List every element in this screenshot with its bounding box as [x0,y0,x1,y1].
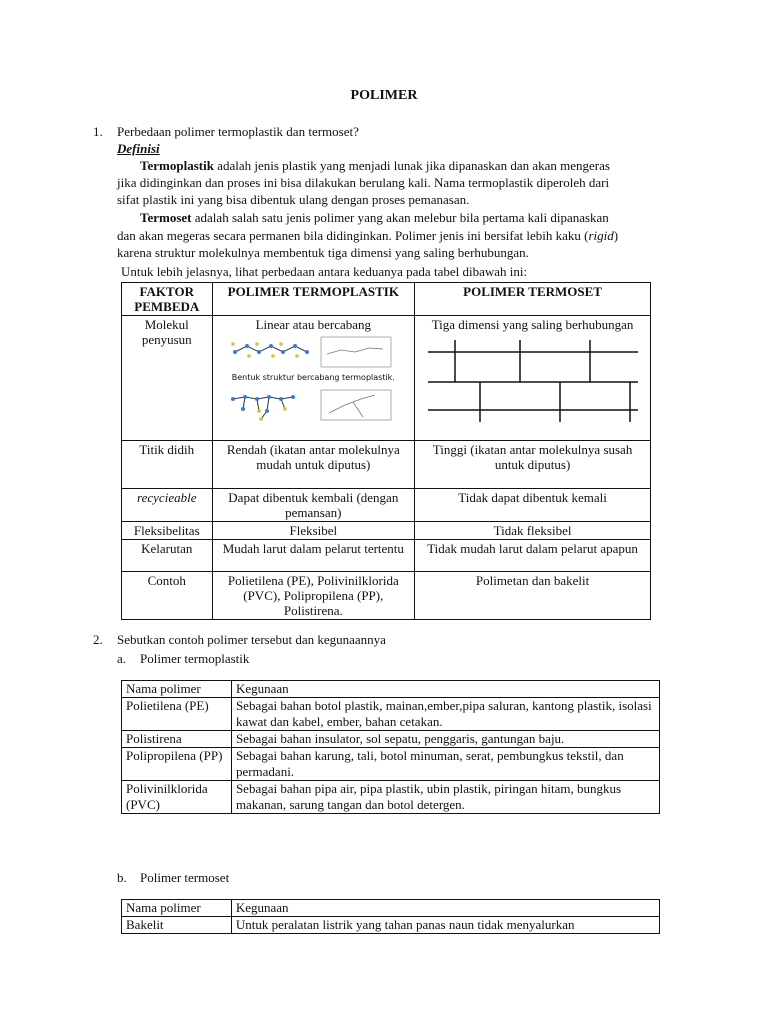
molekul-termoset-text: Tiga dimensi yang saling berhubungan [431,317,634,332]
branched-caption: Bentuk struktur bercabang termoplastik. [231,373,395,382]
termoset-def-text1: adalah salah satu jenis polimer yang akan melebur bila pertama kali dipanaskan [191,210,609,225]
polymer-name: Polipropilena (PP) [122,748,232,781]
contoh-termoplastik: Polietilena (PE), Polivinilklorida (PVC), Polipropilena (PP), Polistirena. [212,572,415,620]
titik-didih-termoset: Tinggi (ikatan antar molekulnya susah untuk diputus) [415,441,651,489]
termoset-def-line2 [117,228,618,244]
termoset-uses-table [121,899,660,934]
header-termoset: POLIMER TERMOSET [415,283,651,316]
termoplastik-uses-table [121,680,660,814]
header-termoplastik: POLIMER TERMOPLASTIK [212,283,415,316]
table-row [122,731,660,748]
fleksibelitas-label: Fleksibelitas [122,522,213,540]
polymer-name: Polivinilklorida (PVC) [122,781,232,814]
molekul-termoplastik-text: Linear atau bercabang [255,317,372,332]
row-molekul [122,316,651,441]
kelarutan-termoplastik: Mudah larut dalam pelarut tertentu [212,540,415,572]
header-faktor: FAKTOR PEMBEDA [122,283,213,316]
titik-didih-termoplastik: Rendah (ikatan antar molekulnya mudah untuk diputus) [212,441,415,489]
table-row [122,698,660,731]
termoset-def-line3: karena struktur molekulnya membentuk tiga dimensi yang saling berhubungan. [117,245,529,260]
termoplastik-uses-header [122,681,660,698]
definisi-label: Definisi [117,141,160,156]
polymer-use: Sebagai bahan botol plastik, mainan,ember,pipa saluran, kantong plastik, isolasi kawat dan kabel, ember, bahan cetakan. [231,698,659,731]
q1-number: 1. [93,124,103,139]
titik-didih-label: Titik didih [122,441,213,489]
table-intro: Untuk lebih jelasnya, lihat perbedaan antara keduanya pada tabel dibawah ini: [121,264,528,279]
termoplastik-def-line2: jika didinginkan dan proses ini bisa dilakukan berulang kali. Nama termoplastik diperoleh dari [117,175,610,190]
q2b-label: Polimer termoset [140,870,230,885]
page-title: POLIMER [350,88,418,103]
row-fleksibelitas [122,522,651,540]
polymer-use: Untuk peralatan listrik yang tahan panas naun tidak menyalurkan [231,917,659,934]
molekul-termoset-cell [415,316,651,441]
q2-question: Sebutkan contoh polimer tersebut dan kegunaannya [117,632,386,647]
termoplastik-def-line1 [140,158,610,174]
q2a-marker: a. [117,651,127,666]
q1-question: Perbedaan polimer termoplastik dan termoset? [117,124,359,139]
q2b-marker: b. [117,870,127,885]
contoh-label: Contoh [122,572,213,620]
kelarutan-termoset: Tidak mudah larut dalam pelarut apapun [415,540,651,572]
recycleable-termoset: Tidak dapat dibentuk kemali [415,489,651,522]
rigid-term: rigid [588,228,614,243]
row-recycleable [122,489,651,522]
polymer-use: Sebagai bahan insulator, sol sepatu, penggaris, gantungan baju. [231,731,659,748]
row-titik-didih [122,441,651,489]
comparison-table [121,282,651,620]
polymer-use: Sebagai bahan pipa air, pipa plastik, ubin plastik, piringan hitam, bungkus makanan, sarung tangan dan botol detergen. [231,781,659,814]
polymer-name: Polietilena (PE) [122,698,232,731]
termoset-term: Termoset [140,210,192,225]
branched-structure-diagram [223,387,403,423]
recycleable-termoplastik: Dapat dibentuk kembali (dengan pemansan) [212,489,415,522]
linear-structure-diagram [223,334,403,370]
termoplastik-term: Termoplastik [140,158,214,173]
termoplastik-uses-header-use: Kegunaan [231,681,659,698]
termoset-uses-header-name: Nama polimer [122,900,232,917]
fleksibelitas-termoset: Tidak fleksibel [415,522,651,540]
comparison-header-row [122,283,651,316]
row-contoh [122,572,651,620]
termoplastik-def-text1: adalah jenis plastik yang menjadi lunak jika dipanaskan dan akan mengeras [213,158,610,173]
termoset-def-line1 [140,210,609,226]
termoset-uses-header-use: Kegunaan [231,900,659,917]
termoplastik-uses-header-name: Nama polimer [122,681,232,698]
q2a-label: Polimer termoplastik [140,651,250,666]
row-kelarutan [122,540,651,572]
termoplastik-def-line3: sifat plastik ini yang bisa dibentuk ulang dengan proses pemanasan. [117,192,470,207]
molekul-termoplastik-cell [212,316,415,441]
recycleable-label: recycieable [122,489,213,522]
molekul-label: Molekul penyusun [122,316,213,441]
kelarutan-label: Kelarutan [122,540,213,572]
polymer-use: Sebagai bahan karung, tali, botol minuman, serat, pembungkus tekstil, dan permadani. [231,748,659,781]
polymer-name: Polistirena [122,731,232,748]
termoset-def-text2: dan akan megeras secara permanen bila didinginkan. Polimer jenis ini bersifat lebih kaku ( [117,228,589,243]
termoset-def-paren: ) [613,228,619,243]
fleksibelitas-termoplastik: Fleksibel [212,522,415,540]
table-row [122,748,660,781]
termoset-uses-header [122,900,660,917]
contoh-termoset: Polimetan dan bakelit [415,572,651,620]
polymer-name: Bakelit [122,917,232,934]
q2-number: 2. [93,632,103,647]
network-structure-diagram [420,334,646,424]
table-row [122,781,660,814]
table-row [122,917,660,934]
